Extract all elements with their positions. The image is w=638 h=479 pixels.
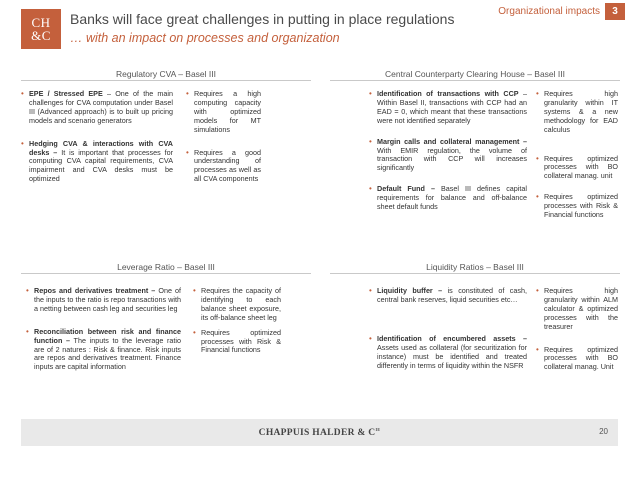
ccp-right-bullet-2 bbox=[536, 155, 618, 182]
leverage-left-column bbox=[26, 287, 181, 378]
cva-left-bullet-1 bbox=[21, 90, 173, 126]
leverage-left-bullet-2 bbox=[26, 328, 181, 373]
footer-brand-suffix: ie bbox=[375, 427, 381, 433]
footer-bar bbox=[21, 419, 618, 446]
leverage-right-bullet-2 bbox=[193, 329, 281, 356]
liquidity-left-column bbox=[369, 287, 527, 376]
leverage-left-bullet-2-text: The inputs to the leverage ratio are of 2 natures : Risk & finance. Risk inputs are repos and derivatives treatment. Finance inputs are capital information bbox=[34, 335, 181, 372]
cva-right-bullet-2-text: Requires a good understanding of processes as well as all CVA components bbox=[194, 147, 261, 184]
cva-right-column bbox=[186, 90, 261, 190]
ccp-left-bullet-3-heading: Default Fund – bbox=[377, 184, 435, 194]
cva-title-rule bbox=[21, 80, 311, 81]
cva-left-bullet-2 bbox=[21, 140, 173, 185]
liquidity-left-bullet-1-heading: Liquidity buffer – bbox=[377, 286, 443, 295]
ccp-right-bullet-1-text: Requires high granularity within IT systems & a new methodology for EAD calculus bbox=[544, 89, 618, 134]
section-number-badge: 3 bbox=[605, 3, 625, 20]
liquidity-right-bullet-2-text: Requires optimized processes with BO collateral manag. Unit bbox=[544, 344, 618, 372]
ccp-right-bullet-3 bbox=[536, 193, 618, 220]
ccp-left-bullet-2-text: With EMIR regulation, the volume of transaction with CCP will increases significantly bbox=[377, 145, 527, 173]
liquidity-left-bullet-2-text: Assets used as collateral (for securitization for instance) must be identified and treated differently in terms of liquidity within the NSFR bbox=[377, 342, 527, 370]
liquidity-right-bullet-1 bbox=[536, 287, 618, 332]
ccp-right-bullet-1 bbox=[536, 90, 618, 135]
leverage-right-column bbox=[193, 287, 281, 361]
logo-line-2: &C bbox=[31, 28, 51, 43]
liquidity-title-rule bbox=[330, 273, 620, 274]
cva-right-bullet-2 bbox=[186, 149, 261, 185]
leverage-left-bullet-2-heading: Reconciliation between risk and finance function – bbox=[34, 326, 181, 345]
slide-subtitle: … with an impact on processes and organization bbox=[70, 31, 340, 45]
liquidity-left-bullet-1 bbox=[369, 287, 527, 305]
leverage-title-rule bbox=[21, 273, 311, 274]
cva-right-bullet-1 bbox=[186, 90, 261, 135]
ccp-right-bullet-2-text: Requires optimized processes with BO collateral manag. unit bbox=[544, 153, 618, 181]
leverage-right-bullet-1 bbox=[193, 287, 281, 323]
ccp-left-bullet-2 bbox=[369, 138, 527, 174]
page-number: 20 bbox=[599, 427, 608, 436]
liquidity-title: Liquidity Ratios – Basel III bbox=[426, 262, 524, 272]
logo-line-1: CH bbox=[31, 15, 51, 30]
company-logo bbox=[21, 9, 61, 49]
ccp-left-bullet-1-heading: Identification of transactions with CCP bbox=[377, 89, 519, 98]
cva-left-bullet-1-text: – One of the main challenges for CVA computation under Basel III (Advanced approach) is to built up pricing models and scenario generators bbox=[29, 89, 173, 125]
liquidity-left-bullet-1-text: is constituted of cash, central bank reserves, liquid securities etc… bbox=[377, 286, 527, 304]
ccp-left-column bbox=[369, 90, 527, 218]
ccp-left-bullet-3-text: Basel III defines capital requirements for balance and off-balance sheet default funds bbox=[377, 184, 527, 212]
section-tag: Organizational impacts bbox=[498, 6, 600, 17]
leverage-title: Leverage Ratio – Basel III bbox=[117, 262, 215, 272]
ccp-right-column bbox=[536, 90, 618, 226]
leverage-left-bullet-1-heading: Repos and derivatives treatment – bbox=[34, 286, 156, 295]
liquidity-right-bullet-1-text: Requires high granularity within ALM calculator & optimized processes with the treasurer bbox=[544, 286, 618, 331]
cva-left-column bbox=[21, 90, 173, 190]
ccp-left-bullet-2-heading: Margin calls and collateral management – bbox=[377, 136, 527, 146]
cva-left-bullet-2-text: It is important that processes for computing CVA capital requirements, CVA impairment and CVA desks must be optimized bbox=[29, 147, 174, 184]
liquidity-left-bullet-2 bbox=[369, 335, 527, 371]
footer-brand-name: CHAPPUIS HALDER & C bbox=[258, 428, 376, 439]
cva-left-bullet-1-heading: EPE / Stressed EPE bbox=[29, 89, 103, 98]
slide-title: Banks will face great challenges in putting in place regulations bbox=[70, 11, 455, 27]
liquidity-left-bullet-2-heading: Identification of encumbered assets – bbox=[377, 333, 527, 343]
ccp-title-rule bbox=[330, 80, 620, 81]
ccp-left-bullet-1 bbox=[369, 90, 527, 126]
footer-brand bbox=[21, 427, 618, 438]
cva-left-bullet-2-heading: Hedging CVA & interactions with CVA desks – bbox=[29, 138, 173, 157]
leverage-right-bullet-1-text: Requires the capacity of identifying to each balance sheet exposure, its off-balance sheet leg bbox=[201, 286, 281, 322]
cva-title: Regulatory CVA – Basel III bbox=[115, 69, 216, 79]
leverage-right-bullet-2-text: Requires optimized processes with Risk & Financial functions bbox=[201, 327, 281, 355]
ccp-left-bullet-1-text: – Within Basel II, transactions with CCP had an EAD = 0, which meant that these transactions were not identified separately bbox=[377, 89, 528, 125]
ccp-title: Central Counterparty Clearing House – Basel III bbox=[384, 69, 565, 79]
ccp-right-bullet-3-text: Requires optimized processes with Risk & Financial functions bbox=[544, 192, 618, 220]
liquidity-right-column bbox=[536, 287, 618, 378]
leverage-left-bullet-1-text: One of the inputs to the ratio is repo transactions with a netting between cash leg and securities leg bbox=[34, 286, 181, 313]
ccp-left-bullet-3 bbox=[369, 185, 527, 212]
leverage-left-bullet-1 bbox=[26, 287, 181, 314]
cva-right-bullet-1-text: Requires a high computing capacity with optimized models for MT simulations bbox=[194, 89, 261, 134]
liquidity-right-bullet-2 bbox=[536, 346, 618, 373]
